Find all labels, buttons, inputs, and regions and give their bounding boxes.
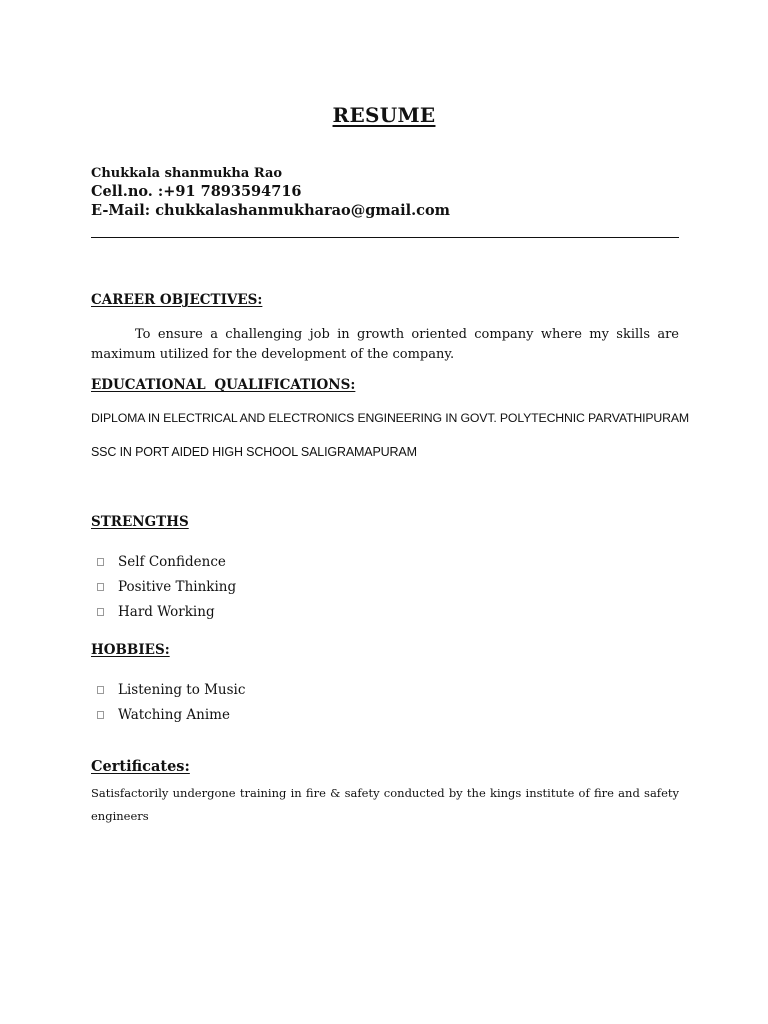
- certificates-heading: Certificates:: [91, 758, 190, 775]
- bullet-box-icon: [97, 583, 104, 591]
- hobby-item: [97, 680, 245, 700]
- contact-name: Chukkala shanmukha Rao: [91, 166, 283, 181]
- strength-item: [97, 577, 236, 597]
- strength-label: Hard Working: [118, 604, 215, 620]
- document-title: RESUME: [332, 103, 436, 127]
- contact-cell: Cell.no. :+91 7893594716: [91, 183, 302, 200]
- educational-qualifications-heading: EDUCATIONAL QUALIFICATIONS:: [91, 377, 356, 393]
- qualification-item: DIPLOMA IN ELECTRICAL AND ELECTRONICS ENGINEERING IN GOVT. POLYTECHNIC PARVATHIPURAM: [91, 411, 690, 425]
- hobby-label: Watching Anime: [118, 707, 230, 723]
- strength-label: Positive Thinking: [118, 579, 237, 595]
- career-objectives-heading: CAREER OBJECTIVES:: [91, 292, 263, 308]
- hobby-item: [97, 705, 230, 725]
- bullet-box-icon: [97, 686, 104, 694]
- strength-item: [97, 552, 226, 572]
- strength-item: [97, 602, 215, 622]
- bullet-box-icon: [97, 608, 104, 616]
- bullet-box-icon: [97, 711, 104, 719]
- hobby-label: Listening to Music: [118, 682, 246, 698]
- certificates-text: Satisfactorily undergone training in fire & safety conducted by the kings institute of fire and safety engineers: [91, 786, 679, 823]
- hobbies-heading: HOBBIES:: [91, 642, 170, 658]
- header-divider: [91, 237, 679, 238]
- bullet-box-icon: [97, 558, 104, 566]
- strengths-heading: STRENGTHS: [91, 514, 189, 530]
- career-objectives-text: To ensure a challenging job in growth oriented company where my skills are maximum utilized for the development of the company.: [91, 327, 679, 362]
- qualification-item: SSC IN PORT AIDED HIGH SCHOOL SALIGRAMAPURAM: [91, 445, 417, 459]
- contact-email: E-Mail: chukkalashanmukharao@gmail.com: [91, 202, 451, 219]
- strength-label: Self Confidence: [118, 554, 226, 570]
